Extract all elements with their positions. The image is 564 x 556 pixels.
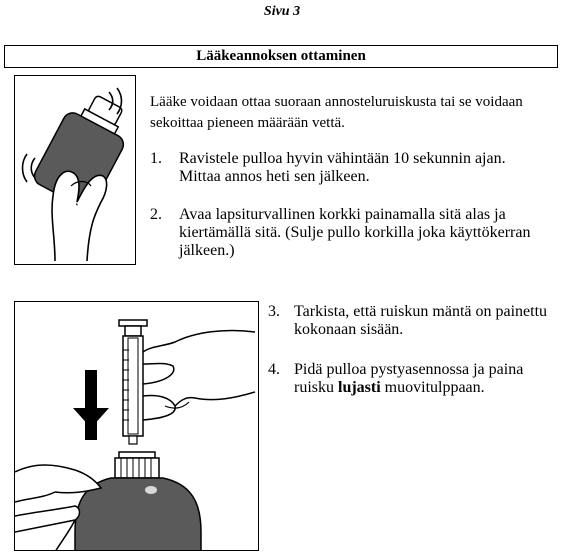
step-text: Avaa lapsiturvallinen korkki painamalla sitä alas ja kiertämällä sitä. (Sulje pullo korkilla joka käyttökerran jälkeen.) bbox=[179, 206, 531, 259]
shake-bottle-figure bbox=[14, 75, 136, 265]
step-2 bbox=[150, 206, 550, 260]
hand-shaking-bottle-icon bbox=[15, 76, 135, 264]
step-text-emphasis: lujasti bbox=[338, 379, 381, 396]
step-number: 1. bbox=[150, 150, 162, 167]
step-number: 3. bbox=[268, 303, 280, 320]
section-title: Lääkeannoksen ottaminen bbox=[4, 45, 558, 68]
step-number: 4. bbox=[268, 361, 280, 378]
step-text-before: Pidä pulloa pystyasennossa ja paina ruisku bbox=[294, 361, 524, 396]
step-text-after: muovitulppaan. bbox=[380, 379, 485, 396]
step-text: Tarkista, että ruiskun mäntä on painettu kokonaan sisään. bbox=[294, 303, 548, 338]
syringe-into-bottle-icon bbox=[15, 302, 258, 550]
step-text bbox=[294, 361, 558, 397]
step-number: 2. bbox=[150, 206, 162, 223]
step-text: Ravistele pulloa hyvin vähintään 10 sekunnin ajan. Mittaa annos heti sen jälkeen. bbox=[179, 150, 506, 185]
step-3 bbox=[268, 303, 558, 339]
intro-text: Lääke voidaan ottaa suoraan annosteluruiskusta tai se voidaan sekoittaa pieneen määrään vettä. bbox=[150, 94, 523, 131]
step-4 bbox=[268, 361, 558, 397]
step-1 bbox=[150, 150, 550, 186]
syringe-bottle-figure bbox=[14, 301, 259, 551]
page-header: Sivu 3 bbox=[263, 4, 301, 19]
